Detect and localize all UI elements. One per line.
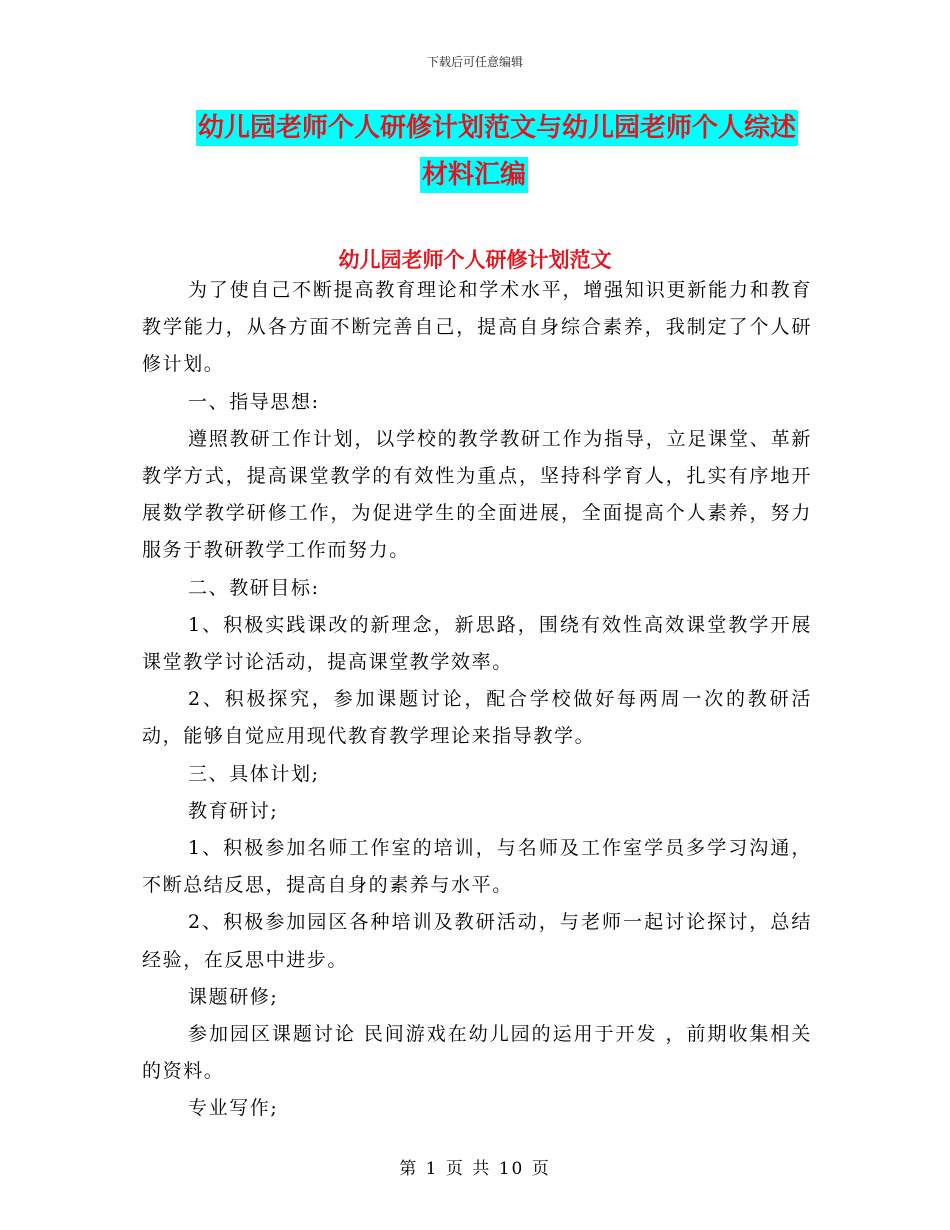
heading-topic-research: 课题研修; [188,985,279,1008]
paragraph-plan-2: 2、积极参加园区各种培训及教研活动，与老师一起讨论探讨，总结经验，在反思中进步。 [142,911,812,971]
heading-professional-writing: 专业写作; [188,1097,279,1120]
paragraph-plan-1: 1、积极参加名师工作室的培训，与名师及工作室学员多学习沟通，不断总结反思，提高自身的素养与水平。 [142,837,812,897]
paragraph-guiding-thought: 遵照教研工作计划，以学校的教学教研工作为指导，立足课堂、革新教学方式，提高课堂教学的有效性为重点，坚持科学育人，扎实有序地开展数学教学研修工作，为促进学生的全面进展，全面提高个人素养，努力服务于教研教学工作而努力。 [142,427,812,562]
title-line-2: 材料汇编 [420,157,528,193]
paragraph-goal-2: 2、积极探究，参加课题讨论，配合学校做好每两周一次的教研活动，能够自觉应用现代教育教学理论来指导教学。 [142,688,812,748]
heading-education-research: 教育研讨; [188,799,279,822]
paragraph-goal-1: 1、积极实践课改的新理念，新思路，围绕有效性高效课堂教学开展课堂教学讨论活动，提高课堂教学效率。 [142,613,812,674]
document-body [142,272,812,1128]
heading-specific-plan: 三、具体计划; [188,762,320,785]
paragraph-intro: 为了使自己不断提高教育理论和学术水平，增强知识更新能力和教育教学能力，从各方面不断完善自己，提高自身综合素养，我制定了个人研修计划。 [142,279,812,376]
header-note: 下载后可任意编辑 [426,55,523,69]
paragraph-topic-research: 参加园区课题讨论 民间游戏在幼儿园的运用于开发 ，前期收集相关的资料。 [142,1023,812,1083]
section-title: 幼儿园老师个人研修计划范文 [338,247,612,272]
heading-guiding-thought: 一、指导思想: [188,390,320,413]
page-footer: 第 1 页 共 10 页 [399,1159,551,1179]
heading-research-goals: 二、教研目标: [188,576,320,599]
title-line-1: 幼儿园老师个人研修计划范文与幼儿园老师个人综述 [196,110,798,146]
